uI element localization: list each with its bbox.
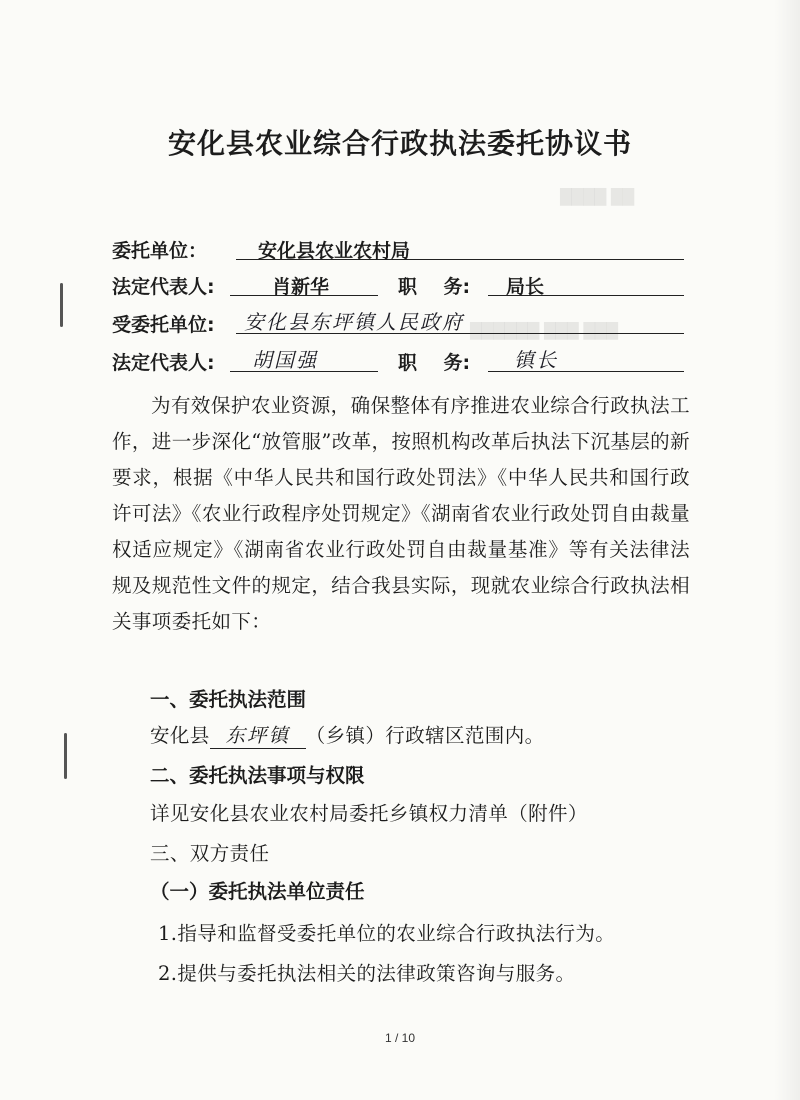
legal-representative-label: 法定代表人:: [112, 276, 215, 298]
bleed-through-mark: ██████ ███ ███: [470, 322, 618, 340]
section-1-prefix: 安化县: [150, 724, 210, 747]
scan-edge-shadow: [774, 0, 800, 1100]
bleed-through-mark: ████ ██: [560, 188, 634, 206]
section-1-town-handwritten: 东坪镇: [210, 720, 306, 749]
section-2-text: 详见安化县农业农村局委托乡镇权力清单（附件）: [150, 802, 588, 825]
entrusted-legal-representative-row: [112, 342, 684, 376]
section-1-suffix: （乡镇）行政辖区范围内。: [305, 724, 545, 747]
entrusted-position-handwritten-value: 镇长: [514, 348, 558, 372]
entrusted-unit-label: 受委托单位:: [112, 314, 215, 336]
responsibility-item-1: 1.指导和监督受委托单位的农业综合行政执法行为。: [158, 922, 616, 945]
section-3-heading: 三、双方责任: [150, 842, 270, 865]
position-label: 职 务:: [398, 276, 471, 298]
entrusted-position-label: 职 务:: [398, 352, 471, 374]
document-title: 安化县农业综合行政执法委托协议书: [167, 127, 632, 160]
entrusted-legal-representative-label: 法定代表人:: [112, 352, 215, 374]
entrusting-unit-value: 安化县农业农村局: [258, 240, 411, 262]
entrusted-unit-row: [112, 304, 684, 338]
subsection-1-heading: （一）委托执法单位责任: [150, 880, 365, 903]
page-number: 1 / 10: [384, 1031, 416, 1045]
intro-paragraph: 为有效保护农业资源，确保整体有序推进农业综合行政执法工作，进一步深化“放管服”改革，按照机构改革后执法下沉基层的新要求，根据《中华人民共和国行政处罚法》《中华人民共和国行政许可法》《农业行政程序处罚规定》《湖南省农业行政处罚自由裁量权适应规定》《湖南省农业行政处罚自由裁量基准》等有关法律法规及规范性文件的规定，结合我县实际，现就农业综合行政执法相关事项委托如下：: [112, 394, 690, 633]
legal-representative-value: 肖新华: [272, 276, 330, 298]
entrusting-unit-label: 委托单位：: [112, 240, 208, 262]
binding-mark: [64, 733, 67, 779]
section-1-text: [150, 720, 545, 749]
entrusted-unit-handwritten-value: 安化县东坪镇人民政府: [244, 310, 464, 334]
entrusted-legal-representative-handwritten-value: 胡国强: [252, 348, 318, 372]
section-1-heading: 一、委托执法范围: [150, 688, 307, 711]
responsibility-item-2: 2.提供与委托执法相关的法律政策咨询与服务。: [158, 962, 576, 985]
position-value: 局长: [506, 276, 545, 298]
entrusting-unit-row: [112, 230, 684, 264]
binding-mark: [60, 283, 63, 327]
section-2-heading: 二、委托执法事项与权限: [150, 764, 365, 787]
legal-representative-row: [112, 266, 684, 300]
